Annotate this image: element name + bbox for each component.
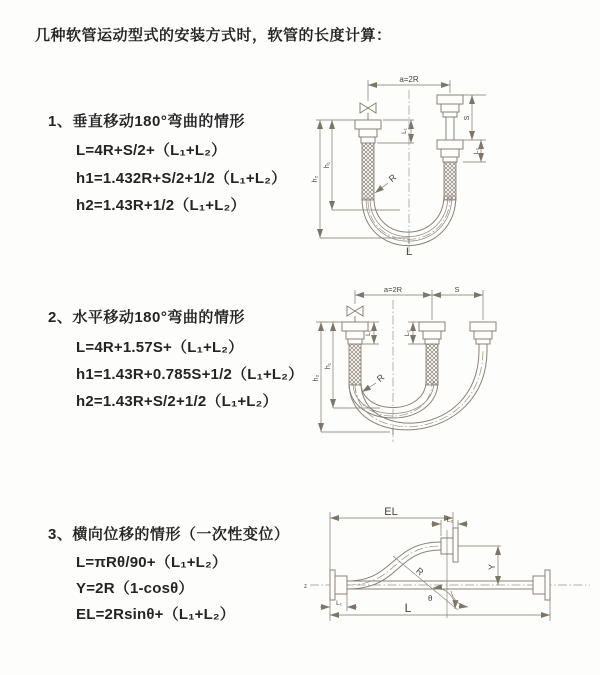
section1-formula-L: L=4R+S/2+（L₁+L₂） — [76, 142, 227, 159]
d1-dim-a2r-label: a=2R — [399, 75, 419, 84]
section3-formula-Y: Y=2R（1-cosθ） — [76, 580, 194, 597]
section2-formula-L: L=4R+1.57S+（L₁+L₂） — [76, 339, 244, 356]
valve-icon — [360, 103, 376, 120]
diagram-horizontal-180-bend — [300, 280, 600, 470]
d3-dim-l1-label: L₁ — [336, 600, 342, 607]
d3-el-dimension — [330, 506, 453, 570]
section3-heading: 3、横向位移的情形（一次性变位） — [48, 526, 290, 543]
d2-hose-original-position — [349, 381, 438, 418]
section3-formula-EL: EL=2Rsinθ+（L₁+L₂） — [76, 606, 235, 623]
d1-l1-dimension — [377, 120, 414, 143]
d2-dim-a2r-label: a=2R — [383, 285, 403, 294]
d2-radius-callout — [362, 372, 387, 392]
d2-dim-h1-label: h₁ — [325, 362, 332, 370]
d3-y-dimension — [458, 546, 501, 585]
d2-dim-l1-label: L₁ — [365, 330, 372, 336]
d3-right-flange — [533, 570, 550, 600]
d1-dim-l2-label: L₂ — [473, 147, 480, 155]
d1-radius-callout — [375, 172, 399, 193]
d3-l-dimension — [330, 600, 550, 621]
d2-right-fitting — [470, 322, 496, 352]
d3-l1-dimension — [320, 594, 357, 611]
page-title: 几种软管运动型式的安装方式时，软管的长度计算： — [35, 27, 392, 44]
valve-icon — [347, 306, 363, 322]
d3-theta-label: θ — [428, 594, 433, 603]
d2-dim-h2-label: h₂ — [313, 374, 320, 382]
diagram-vertical-180-bend — [300, 70, 600, 265]
section1-heading: 1、垂直移动180°弯曲的情形 — [48, 113, 245, 130]
d2-middle-fitting — [419, 322, 445, 385]
d2-top-dimensions — [355, 285, 483, 320]
d3-centerline-mark: z — [304, 584, 307, 590]
d1-dim-h2-label: h₂ — [312, 175, 319, 183]
d3-l2-dimension — [431, 517, 468, 536]
d2-dim-s-label: S — [454, 285, 460, 294]
d3-displaced-hose — [347, 542, 441, 589]
d1-left-fitting — [355, 120, 381, 200]
d3-dim-l2-label: L₂ — [446, 517, 454, 524]
diagram-lateral-displacement — [295, 500, 600, 660]
section3-formula-L: L=πRθ/90+（L₁+L₂） — [76, 554, 228, 571]
d1-dim-s-label: S — [464, 115, 471, 121]
d2-hose-displaced-position — [349, 350, 487, 430]
d2-dim-l2-label: L₂ — [404, 329, 411, 337]
d1-s-l2-dimensions — [463, 95, 486, 162]
d1-dim-h1-label: h₁ — [324, 161, 331, 169]
braided-hose-section — [426, 344, 438, 385]
braided-hose-section — [444, 162, 456, 200]
d3-dim-el-label: EL — [384, 506, 398, 518]
d3-length-label: L — [404, 601, 412, 615]
section1-formula-h2: h2=1.43R+1/2（L₁+L₂） — [76, 197, 246, 214]
section2-formula-h2: h2=1.43R+S/2+1/2（L₁+L₂） — [76, 393, 278, 410]
d3-left-flange — [330, 570, 347, 600]
section1-formula-h1: h1=1.432R+S/2+1/2（L₁+L₂） — [76, 170, 287, 187]
d2-radius-label: R — [374, 372, 387, 384]
section2-formula-h1: h1=1.43R+0.785S+1/2（L₁+L₂） — [76, 366, 304, 383]
d1-right-fitting — [437, 95, 463, 200]
d3-dim-y-label: Y — [487, 563, 497, 571]
braided-hose-section — [362, 143, 374, 200]
d3-radius-label: R — [414, 565, 426, 578]
section2-heading: 2、水平移动180°弯曲的情形 — [48, 309, 245, 326]
d1-length-label: L — [405, 246, 413, 258]
d3-top-flange — [441, 528, 458, 562]
d1-radius-label: R — [386, 172, 399, 184]
d1-dim-l1-label: L₁ — [401, 128, 408, 134]
braided-hose-section — [349, 344, 361, 385]
d1-length-callout — [406, 237, 412, 258]
